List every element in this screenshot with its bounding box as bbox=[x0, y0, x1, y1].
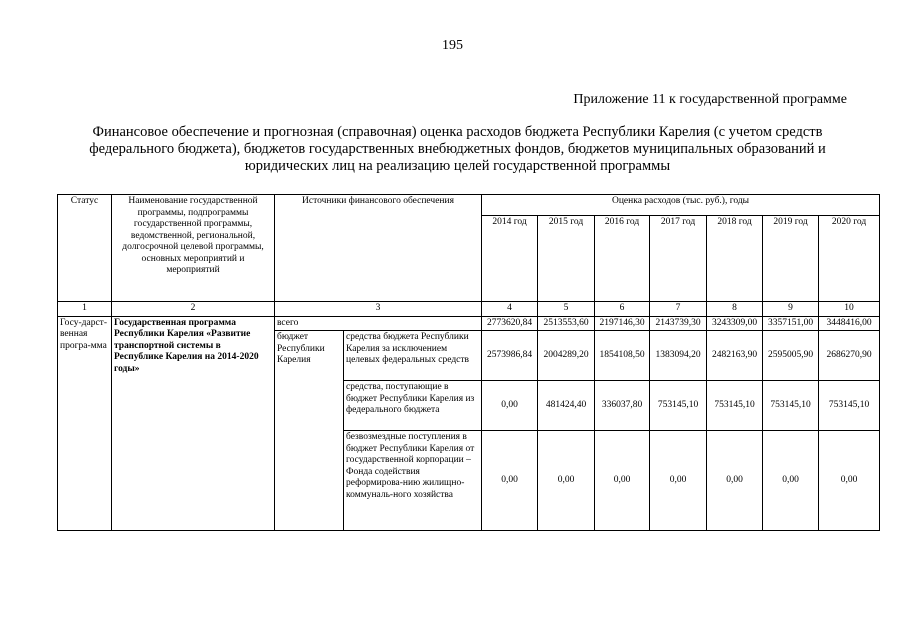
total-label: всего bbox=[275, 316, 482, 331]
source-value: 1383094,20 bbox=[650, 331, 707, 381]
header-year: 2016 год bbox=[595, 216, 650, 302]
source-value: 2686270,90 bbox=[819, 331, 880, 381]
header-year: 2014 год bbox=[482, 216, 538, 302]
column-number: 7 bbox=[650, 302, 707, 317]
total-value: 2513553,60 bbox=[538, 316, 595, 331]
source-value: 753145,10 bbox=[763, 381, 819, 431]
document-title: Финансовое обеспечение и прогнозная (справочная) оценка расходов бюджета Республики Карелия (с учетом средств федерального бюджета), бюджетов государственных внебюджетных фондов, бюджетов муниципальных образований и юридических лиц на реализацию целей государственной программы bbox=[89, 124, 826, 174]
source-value: 2595005,90 bbox=[763, 331, 819, 381]
column-number: 8 bbox=[707, 302, 763, 317]
total-value: 3357151,00 bbox=[763, 316, 819, 331]
source-value: 336037,80 bbox=[595, 381, 650, 431]
total-value: 2143739,30 bbox=[650, 316, 707, 331]
source-value: 481424,40 bbox=[538, 381, 595, 431]
column-number: 10 bbox=[819, 302, 880, 317]
source-value: 0,00 bbox=[595, 431, 650, 531]
column-number: 5 bbox=[538, 302, 595, 317]
total-value: 3243309,00 bbox=[707, 316, 763, 331]
column-number: 6 bbox=[595, 302, 650, 317]
header-year: 2019 год bbox=[763, 216, 819, 302]
source-value: 0,00 bbox=[482, 381, 538, 431]
header-year: 2017 год bbox=[650, 216, 707, 302]
column-number: 2 bbox=[112, 302, 275, 317]
column-number: 9 bbox=[763, 302, 819, 317]
appendix-title: Приложение 11 к государственной программе bbox=[573, 92, 847, 107]
total-value: 3448416,00 bbox=[819, 316, 880, 331]
page-number: 195 bbox=[442, 38, 463, 53]
total-value: 2773620,84 bbox=[482, 316, 538, 331]
header-year: 2020 год bbox=[819, 216, 880, 302]
column-number: 4 bbox=[482, 302, 538, 317]
source-value: 753145,10 bbox=[650, 381, 707, 431]
source-label: средства, поступающие в бюджет Республики Карелия из федерального бюджета bbox=[344, 381, 482, 431]
total-value: 2197146,30 bbox=[595, 316, 650, 331]
source-value: 0,00 bbox=[538, 431, 595, 531]
financing-table bbox=[57, 194, 880, 531]
header-estimate: Оценка расходов (тыс. руб.), годы bbox=[482, 195, 880, 216]
column-number: 3 bbox=[275, 302, 482, 317]
source-value: 753145,10 bbox=[707, 381, 763, 431]
header-status: Статус bbox=[58, 195, 112, 302]
source-label: средства бюджета Республики Карелия за исключением целевых федеральных средств bbox=[344, 331, 482, 381]
source-value: 2573986,84 bbox=[482, 331, 538, 381]
source-value: 0,00 bbox=[650, 431, 707, 531]
header-name: Наименование государственной программы, подпрограммы государственной программы, ведомственной, региональной, долгосрочной целевой программы, основных мероприятий и мероприятий bbox=[112, 195, 275, 302]
budget-label: бюджет Республики Карелия bbox=[275, 331, 344, 531]
source-value: 0,00 bbox=[819, 431, 880, 531]
source-value: 0,00 bbox=[763, 431, 819, 531]
status-cell: Госу-дарст-венная програ-мма bbox=[58, 316, 112, 531]
source-value: 1854108,50 bbox=[595, 331, 650, 381]
source-label: безвозмездные поступления в бюджет Республики Карелия от государственной корпорации – Фонда содействия реформирова-нию жилищно-коммуналь-ного хозяйства bbox=[344, 431, 482, 531]
header-sources: Источники финансового обеспечения bbox=[275, 195, 482, 302]
program-name: Государственная программа Республики Карелия «Развитие транспортной системы в Республике Карелия на 2014-2020 годы» bbox=[112, 316, 275, 531]
header-year: 2018 год bbox=[707, 216, 763, 302]
source-value: 0,00 bbox=[707, 431, 763, 531]
source-value: 2482163,90 bbox=[707, 331, 763, 381]
source-value: 0,00 bbox=[482, 431, 538, 531]
source-value: 753145,10 bbox=[819, 381, 880, 431]
column-number: 1 bbox=[58, 302, 112, 317]
header-year: 2015 год bbox=[538, 216, 595, 302]
source-value: 2004289,20 bbox=[538, 331, 595, 381]
